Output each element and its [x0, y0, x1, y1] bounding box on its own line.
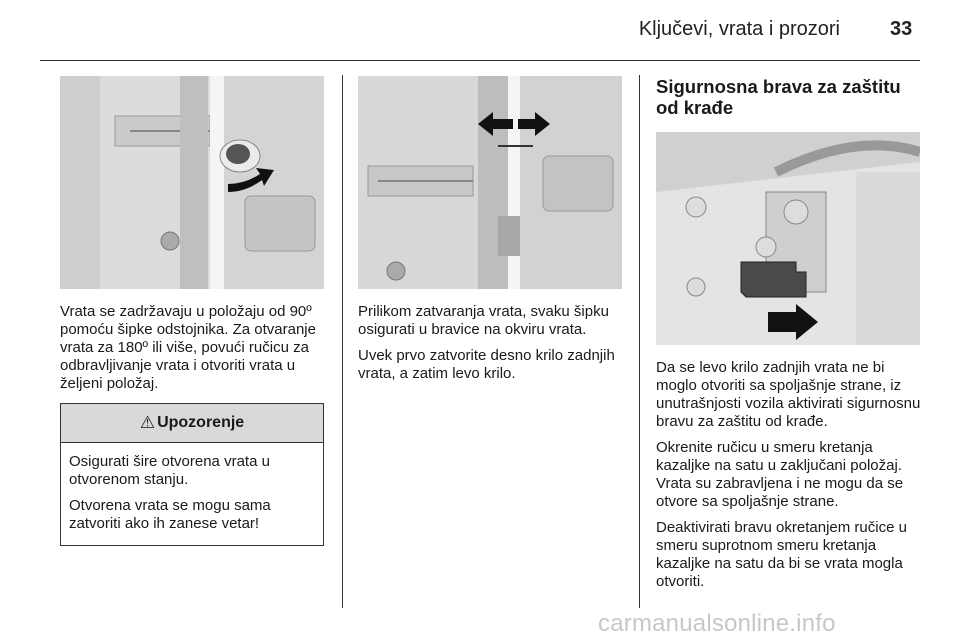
warning-paragraph: Osigurati šire otvorena vrata u otvorenom stanju.: [69, 453, 270, 488]
unlock-paragraph: Deaktivirati bravu okretanjem ručice u smeru suprotnom smeru kretanja kazaljke na satu da bi se vrata mogla otvoriti.: [656, 519, 907, 590]
page-title: Ključevi, vrata i prozori: [638, 18, 840, 40]
warning-body: [61, 443, 323, 545]
page-number: 33: [890, 18, 913, 40]
warning-box: [60, 403, 324, 546]
column-1: [60, 76, 324, 546]
closing-instruction-paragraph: Prilikom zatvaranja vrata, svaku šipku osigurati u bravice na okviru vrata.: [358, 303, 609, 338]
column-3: [656, 76, 922, 599]
header-divider: [40, 60, 920, 61]
activation-paragraph: Da se levo krilo zadnjih vrata ne bi moglo otvoriti sa spoljašnje strane, iz unutrašnjosti vozila aktivirati sigurnosnu bravu za zaštitu od krađe.: [656, 359, 921, 430]
lock-paragraph: Okrenite ručicu u smeru kretanja kazaljke na satu u zaključani položaj. Vrata su zabravljena i ne mogu da se otvore sa spoljašnje strane.: [656, 439, 904, 510]
door-hinge-bracket-figure: [358, 76, 622, 289]
warning-triangle-icon: ⚠: [139, 413, 156, 432]
section-heading: Sigurnosna brava za zaštitu od krađe: [656, 76, 901, 118]
column-2: [358, 76, 622, 391]
warning-title: Upozorenje: [157, 414, 245, 431]
anti-theft-lock-figure: [656, 132, 920, 345]
closing-order-paragraph: Uvek prvo zatvorite desno krilo zadnjih vrata, a zatim levo krilo.: [358, 347, 615, 382]
warning-paragraph: Otvorena vrata se mogu sama zatvoriti ako ih zanese vetar!: [69, 497, 271, 532]
intro-paragraph: Vrata se zadržavaju u položaju od 90º pomoću šipke odstojnika. Za otvaranje vrata za 180º ili više, povući ručicu za odbravljivanje vrata i otvoriti vrata u željeni položaj.: [60, 303, 316, 392]
watermark: carmanualsonline.info: [598, 610, 836, 637]
column-divider: [639, 75, 640, 608]
column-divider: [342, 75, 343, 608]
door-stopper-rod-figure: [60, 76, 324, 289]
warning-header: [61, 404, 323, 443]
